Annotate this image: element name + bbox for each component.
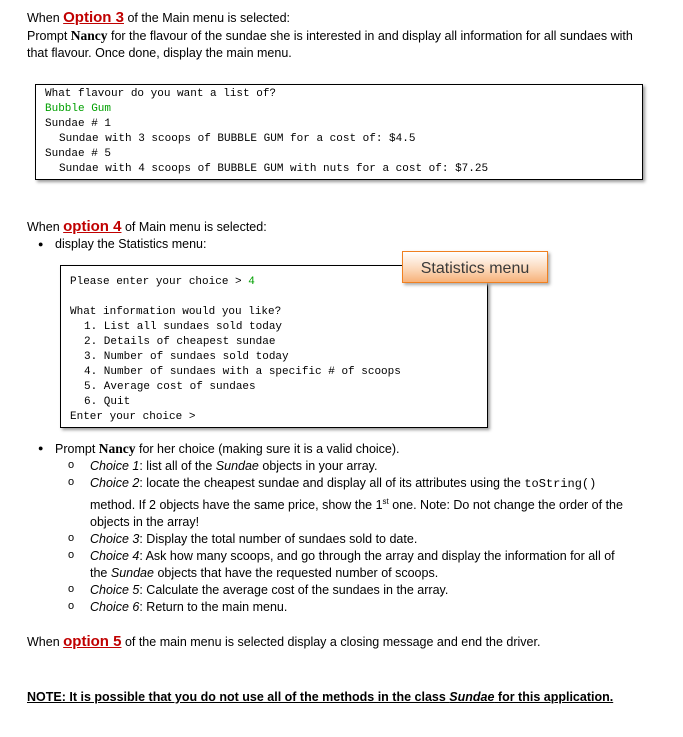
option5-section: When option 5 of the main menu is selected display a closing message and end the driver.	[27, 633, 541, 650]
choice-3-item: o Choice 3: Display the total number of sundaes sold to date.	[0, 531, 646, 548]
prompt-choice-bullet: ● Prompt Nancy for her choice (making sure it is a valid choice).	[0, 440, 646, 458]
menu-item-6: 6. Quit	[84, 396, 131, 408]
option4-heading: When option 4 of Main menu is selected:	[27, 218, 267, 235]
option4-section	[27, 218, 673, 253]
choice-prompt: Please enter your choice > 4	[70, 276, 255, 288]
user-name: Nancy	[70, 28, 108, 43]
choice-instructions	[27, 440, 673, 616]
user-input-flavour: Bubble Gum	[45, 103, 112, 115]
methods-note: NOTE: It is possible that you do not use all of the methods in the class Sundae for this application.	[27, 690, 614, 704]
menu-item-5: 5. Average cost of sundaes	[84, 381, 256, 393]
statistics-console-output: Please enter your choice > 4 What information would you like? 1. List all sundaes sold today 2. Details of cheapest sundae 3. Number of sundaes sold today 4. Number of sundaes with a specific # of scoops 5. Average cost of sundaes 6. Quit Enter your choice >	[60, 265, 488, 428]
option5-label: option 5	[63, 633, 122, 650]
flavour-console-output: What flavour do you want a list of? Bubble Gum Sundae # 1 Sundae with 3 scoops of BUBBLE GUM for a cost of: $4.5 Sundae # 5 Sundae with 4 scoops of BUBBLE GUM with nuts for a cost of: $7.25	[35, 84, 643, 180]
choice-4-item: o Choice 4: Ask how many scoops, and go through the array and display the information for all of the Sundae objects that have the requested number of scoops.	[0, 548, 646, 582]
choice-6-item: o Choice 6: Return to the main menu.	[0, 599, 646, 616]
choice-2-item: o Choice 2: locate the cheapest sundae and display all of its attributes using the toString() method. If 2 objects have the same price, show the 1st one. Note: Do not change the order of the objects in the array!	[0, 475, 646, 531]
menu-item-4: 4. Number of sundaes with a specific # of scoops	[84, 366, 401, 378]
statistics-menu-callout: Statistics menu	[402, 251, 548, 283]
option3-heading: When Option 3 of the Main menu is selected:	[27, 9, 291, 26]
menu-item-3: 3. Number of sundaes sold today	[84, 351, 289, 363]
menu-item-1: 1. List all sundaes sold today	[84, 321, 283, 333]
statistics-bullet: ● display the Statistics menu:	[0, 236, 646, 253]
choice-5-item: o Choice 5: Calculate the average cost of the sundaes in the array.	[0, 582, 646, 599]
option4-label: option 4	[63, 218, 122, 235]
menu-item-2: 2. Details of cheapest sundae	[84, 336, 276, 348]
option3-section	[27, 9, 673, 62]
user-input-choice: 4	[248, 276, 255, 288]
option3-description: Prompt Nancy for the flavour of the sundae she is interested in and display all information for all sundaes with that flavour. Once done, display the main menu.	[27, 28, 633, 60]
option3-label: Option 3	[63, 9, 124, 26]
choice-1-item: o Choice 1: list all of the Sundae objects in your array.	[0, 458, 646, 475]
